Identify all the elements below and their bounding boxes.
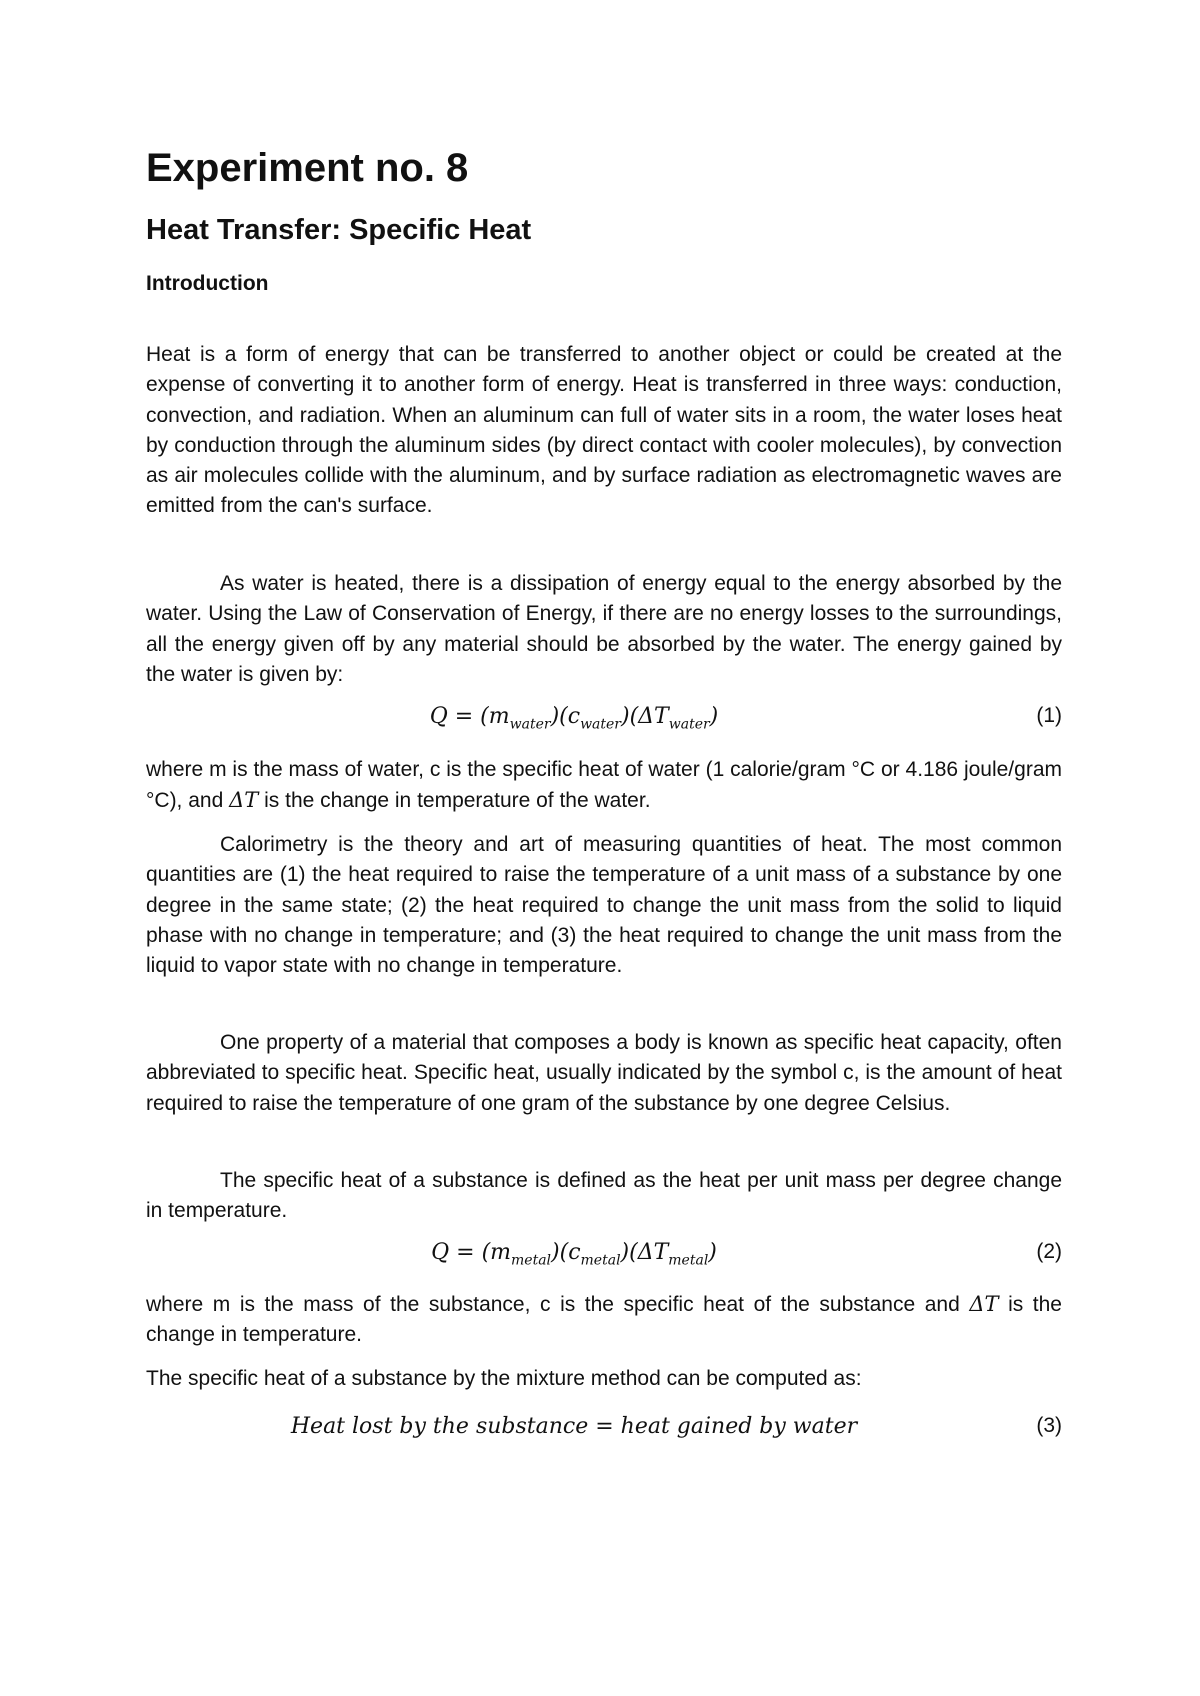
- equation-2-number: (2): [1036, 1240, 1062, 1263]
- page-title: Experiment no. 8: [146, 146, 469, 190]
- equation-3: [146, 1414, 1062, 1446]
- paragraph-4: Calorimetry is the theory and art of measuring quantities of heat. The most common quantities are (1) the heat required to raise the temperature of a unit mass of a substance by one degree in the same state; (2) the heat required to change the unit mass from the solid to liquid phase with no change in temperature; and (3) the heat required to change the unit mass from the liquid to vapor state with no change in temperature.: [146, 833, 1062, 978]
- equation-3-number: (3): [1036, 1414, 1062, 1437]
- equation-1: [146, 704, 1062, 736]
- paragraph-8: The specific heat of a substance by the mixture method can be computed as:: [146, 1367, 862, 1390]
- paragraph-3: where m is the mass of water, c is the specific heat of water (1 calorie/gram °C or 4.186 joule/gram °C), and ΔT is the change in temperature of the water.: [146, 758, 1062, 813]
- equation-3-formula: Heat lost by the substance = heat gained by water: [290, 1414, 858, 1439]
- paragraph-7: where m is the mass of the substance, c is the specific heat of the substance and ΔT is the change in temperature.: [146, 1292, 1062, 1347]
- paragraph-1: Heat is a form of energy that can be transferred to another object or could be created at the expense of converting it to another form of energy. Heat is transferred in three ways: conduction, convection, and radiation. When an aluminum can full of water sits in a room, the water loses heat by conduction through the aluminum sides (by direct contact with cooler molecules), by convection as air molecules collide with the aluminum, and by surface radiation as electromagnetic waves are emitted from the can's surface.: [146, 343, 1062, 518]
- paragraph-6: The specific heat of a substance is defined as the heat per unit mass per degree change in temperature.: [146, 1169, 1062, 1223]
- paragraph-2: As water is heated, there is a dissipation of energy equal to the energy absorbed by the water. Using the Law of Conservation of Energy, if there are no energy losses to the surroundings, all the energy given off by any material should be absorbed by the water. The energy gained by the water is given by:: [146, 572, 1062, 686]
- equation-1-formula: $Q = (m_{water})(c_{water})(\Delta T_{water})$: [429, 704, 719, 733]
- equation-2: [146, 1240, 1062, 1272]
- equation-2-formula: $Q = (m_{metal})(c_{metal})(\Delta T_{metal})$: [431, 1240, 717, 1269]
- page-subtitle: Heat Transfer: Specific Heat: [146, 214, 532, 246]
- section-heading: Introduction: [146, 272, 269, 295]
- equation-1-number: (1): [1036, 704, 1062, 727]
- paragraph-5: One property of a material that composes a body is known as specific heat capacity, often abbreviated to specific heat. Specific heat, usually indicated by the symbol c, is the amount of heat required to raise the temperature of one gram of the substance by one degree Celsius.: [146, 1031, 1062, 1115]
